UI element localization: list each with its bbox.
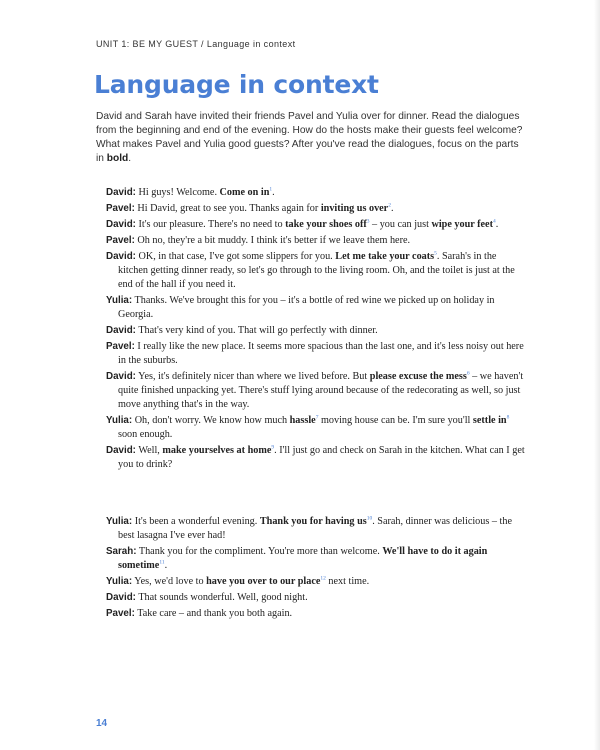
page-number: 14	[96, 718, 108, 729]
page-edge-shadow	[594, 0, 600, 750]
speaker-name: Pavel:	[106, 235, 135, 246]
line-text: .	[495, 219, 499, 230]
key-phrase: please excuse the mess	[369, 371, 467, 382]
line-text: Take care – and thank you both again.	[134, 608, 293, 619]
line-text: Thank you for the compliment. You're more than welcome.	[136, 546, 383, 557]
footnote-number: 10	[366, 515, 373, 522]
line-text: . Sarah, dinner was delicious – the best lasagna I've ever had!	[118, 516, 512, 541]
dialogue-line	[106, 607, 526, 621]
line-text: – we haven't quite finished unpacking yet. There's stuff lying around because of the redecorating as well, so just move anything that's in the way.	[118, 371, 524, 410]
dialogue-closing	[106, 515, 526, 623]
line-text: .	[164, 560, 168, 571]
line-text: Oh, don't worry. We know how much	[132, 415, 290, 426]
key-phrase: make yourselves at home	[162, 445, 272, 456]
speaker-name: David:	[106, 219, 136, 230]
speaker-name: David:	[106, 187, 136, 198]
line-text: That's very kind of you. That will go perfectly with dinner.	[135, 325, 378, 336]
dialogue-line	[106, 414, 526, 442]
dialogue-line	[106, 324, 526, 338]
dialogue-line	[106, 186, 526, 200]
key-phrase: have you over to our place	[206, 576, 321, 587]
key-phrase: Thank you for having us	[259, 516, 367, 527]
key-phrase: take your shoes off	[285, 219, 367, 230]
footnote-number: 3	[366, 218, 370, 225]
footnote-number: 5	[434, 250, 437, 257]
line-text: Yes, it's definitely nicer than where we lived before. But	[135, 371, 370, 382]
key-phrase: inviting us over	[320, 203, 389, 214]
line-text: .	[272, 187, 275, 198]
line-text: Yes, we'd love to	[132, 576, 207, 587]
line-text: .	[390, 203, 394, 214]
dialogue-line	[106, 370, 526, 412]
line-text: Oh no, they're a bit muddy. I think it's better if we leave them here.	[134, 235, 411, 246]
footnote-number: 2	[388, 202, 391, 209]
breadcrumb: UNIT 1: BE MY GUEST / Language in context	[96, 39, 296, 49]
key-phrase: Let me take your coats	[335, 251, 435, 262]
footnote-number: 8	[506, 414, 510, 421]
footnote-number: 9	[271, 444, 275, 451]
speaker-name: David:	[106, 592, 136, 603]
footnote-number: 4	[492, 218, 496, 225]
dialogue-opening	[106, 186, 526, 474]
intro-paragraph	[96, 110, 526, 166]
key-phrase: Come on in	[219, 187, 270, 198]
dialogue-line	[106, 250, 526, 292]
speaker-name: Yulia:	[106, 415, 133, 426]
speaker-name: Yulia:	[106, 295, 133, 306]
page-title: Language in context	[94, 70, 379, 99]
line-text: . Sarah's in the kitchen getting dinner ready, so let's go through to the living room. Oh, and the toilet is just at the end of the hall if you need it.	[118, 251, 515, 290]
speaker-name: Yulia:	[106, 576, 133, 587]
speaker-name: Yulia:	[106, 516, 133, 527]
intro-bold-word: bold	[106, 153, 129, 164]
speaker-name: David:	[106, 325, 136, 336]
line-text: moving house can be. I'm sure you'll	[318, 415, 473, 426]
dialogue-line	[106, 218, 526, 232]
line-text: It's been a wonderful evening.	[132, 516, 260, 527]
line-text: . I'll just go and check on Sarah in the kitchen. What can I get you to drink?	[118, 445, 525, 470]
dialogue-line	[106, 340, 526, 368]
footnote-number: 11	[159, 559, 165, 566]
dialogue-line	[106, 545, 526, 573]
line-text: OK, in that case, I've got some slippers for you.	[135, 251, 336, 262]
speaker-name: David:	[106, 251, 136, 262]
line-text: soon enough.	[118, 429, 173, 440]
speaker-name: Sarah:	[106, 546, 137, 557]
line-text: Thanks. We've brought this for you – it's a bottle of red wine we picked up on holiday in Georgia.	[118, 295, 495, 320]
line-text: Well,	[135, 445, 163, 456]
line-text: It's our pleasure. There's no need to	[135, 219, 286, 230]
speaker-name: Pavel:	[106, 608, 135, 619]
dialogue-line	[106, 234, 526, 248]
footnote-number: 1	[269, 186, 273, 193]
dialogue-line	[106, 294, 526, 322]
dialogue-line	[106, 575, 526, 589]
speaker-name: David:	[106, 371, 136, 382]
dialogue-line	[106, 515, 526, 543]
speaker-name: David:	[106, 445, 136, 456]
dialogue-line	[106, 591, 526, 605]
footnote-number: 7	[315, 414, 319, 421]
intro-text-2: .	[128, 153, 132, 164]
key-phrase: wipe your feet	[431, 219, 493, 230]
footnote-number: 6	[466, 370, 470, 377]
dialogue-line	[106, 444, 526, 472]
line-text: That sounds wonderful. Well, good night.	[135, 592, 308, 603]
line-text: – you can just	[369, 219, 432, 230]
speaker-name: Pavel:	[106, 341, 135, 352]
line-text: next time.	[325, 576, 370, 587]
speaker-name: Pavel:	[106, 203, 135, 214]
line-text: I really like the new place. It seems more spacious than the last one, and it's less noisy out here in the suburbs.	[118, 341, 524, 366]
intro-text-1: David and Sarah have invited their friends Pavel and Yulia over for dinner. Read the dialogues from the beginning and end of the evening. How do the hosts make their guests feel welcome? What makes Pavel and Yulia good guests? After you've read the dialogues, focus on the parts in	[96, 111, 523, 164]
key-phrase: hassle	[289, 415, 316, 426]
line-text: Hi David, great to see you. Thanks again for	[134, 203, 321, 214]
line-text: Hi guys! Welcome.	[135, 187, 220, 198]
key-phrase: We'll have to do it again sometime	[118, 546, 488, 571]
key-phrase: settle in	[472, 415, 507, 426]
footnote-number: 12	[320, 575, 326, 582]
dialogue-line	[106, 202, 526, 216]
